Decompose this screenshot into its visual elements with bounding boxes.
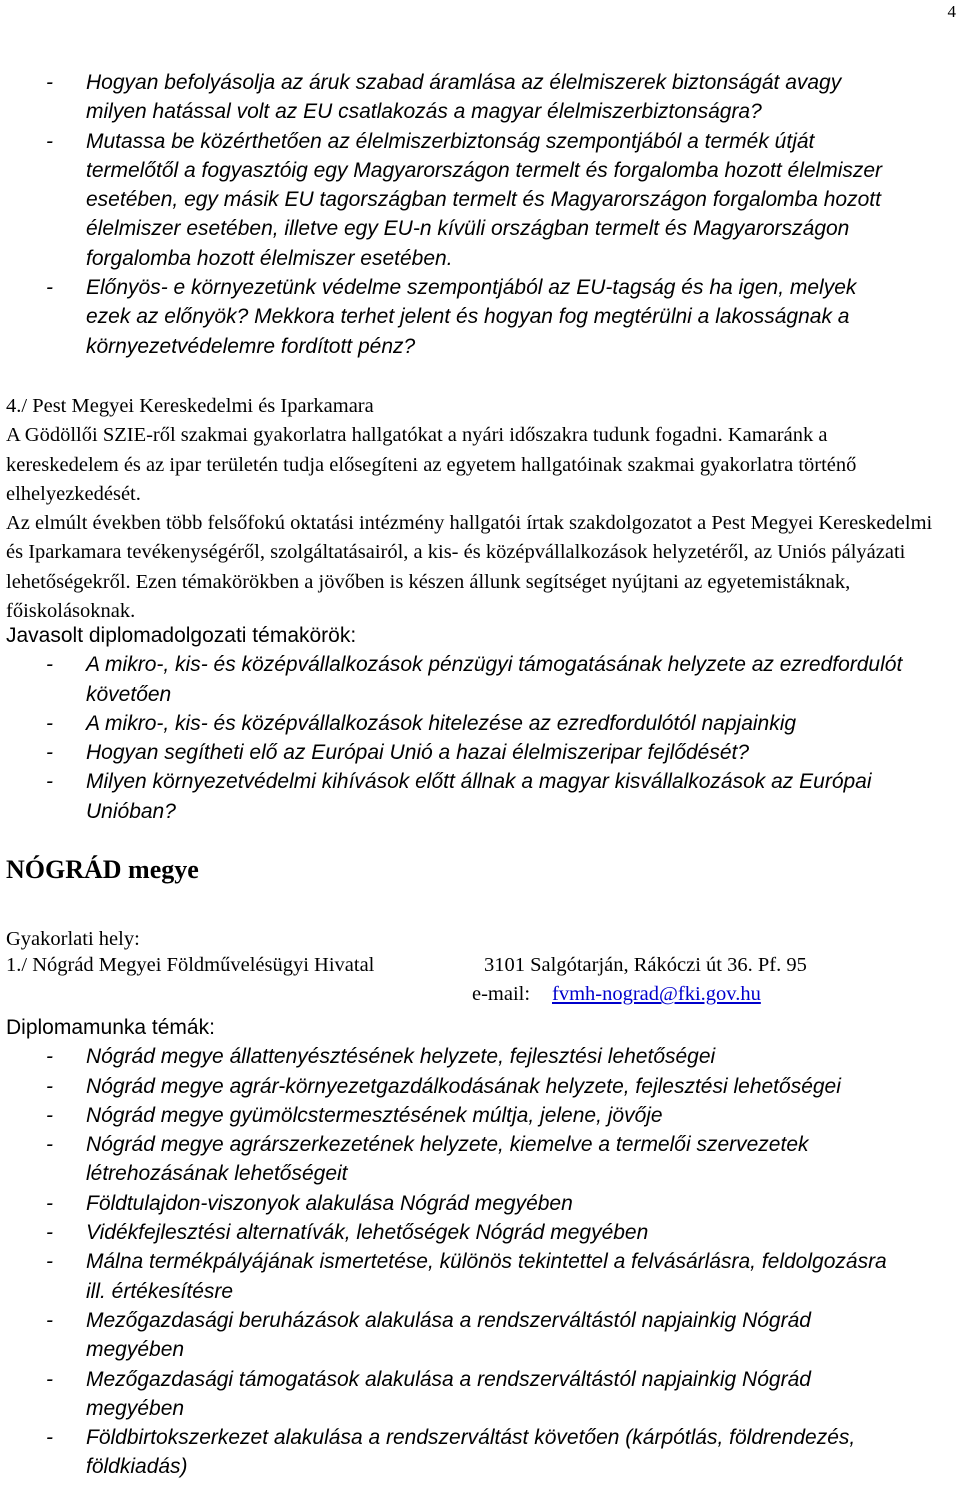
list-item: - Vidékfejlesztési alternatívák, lehetőségek Nógrád megyében (6, 1218, 906, 1247)
list-item: - Hogyan segítheti elő az Európai Unió a hazai élelmiszeripar fejlődését? (6, 738, 906, 767)
list-item: - Hogyan befolyásolja az áruk szabad áramlása az élelmiszerek biztonságát avagy milyen hatással volt az EU csatlakozás a magyar élelmiszerbiztonságra? (6, 68, 886, 127)
pest-topics (6, 621, 956, 826)
list-item: - Mutassa be közérthetően az élelmiszerbiztonság szempontjából a termék útját termelőtől a fogyasztóig egy Magyarországon termelt és forgalomba hozott élelmiszer esetében, egy másik EU tagországban termelt és Magyarországon forgalomba hozott élelmiszer esetében, illetve egy EU-n kívüli országban termelt és Magyarországon forgalomba hozott élelmiszer esetében. (6, 127, 886, 273)
list-item: - Földbirtokszerkezet alakulása a rendszerváltást követően (kárpótlás, földrendezés, földkiadás) (6, 1423, 906, 1482)
email-row (6, 983, 956, 1012)
paragraph: A Gödöllői SZIE-ről szakmai gyakorlatra hallgatókat a nyári időszakra tudunk fogadni. Kamaránk a kereskedelem és az ipar területén tudja elősegíteni az egyetem hallgatóinak szakmai gyakorlatra történő elhelyezkedését. (6, 424, 857, 505)
topics-label: Diplomamunka témák: (6, 1016, 215, 1039)
office-address: 3101 Salgótarján, Rákóczi út 36. Pf. 95 (484, 954, 807, 977)
email-link[interactable]: fvmh-nograd@fki.gov.hu (552, 983, 761, 1006)
practice-label: Gyakorlati hely: (6, 928, 140, 950)
topics-label: Javasolt diplomadolgozati témakörök: (6, 624, 357, 647)
nograd-topics (6, 1013, 956, 1482)
list-item: - Milyen környezetvédelmi kihívások előtt állnak a magyar kisvállalkozások az Európai Unióban? (6, 767, 906, 826)
office-name: 1./ Nógrád Megyei Földművelésügyi Hivatal (6, 954, 375, 977)
list-item: - Mezőgazdasági beruházások alakulása a rendszerváltástól napjainkig Nógrád megyében (6, 1306, 906, 1365)
nograd-practice (6, 925, 956, 1012)
list-item: - Nógrád megye agrárszerkezetének helyzete, kiemelve a termelői szervezetek létrehozásának lehetőségeit (6, 1130, 906, 1189)
list-item: - Nógrád megye agrár-környezetgazdálkodásának helyzete, fejlesztési lehetőségei (6, 1072, 906, 1101)
top-question-list (6, 68, 956, 361)
list-item: - Málna termékpályájának ismertetése, különös tekintettel a felvásárlásra, feldolgozásra ill. értékesítésre (6, 1247, 906, 1306)
list-item: - A mikro-, kis- és középvállalkozások pénzügyi támogatásának helyzete az ezredfordulót követően (6, 650, 906, 709)
list-item: - Előnyös- e környezetünk védelme szempontjából az EU-tagság és ha igen, melyek ezek az előnyök? Mekkora terhet jelent és hogyan fog megtérülni a lakosságnak a környezetvédelemre fordított pénz? (6, 273, 886, 361)
office-row (6, 954, 956, 983)
section-title: 4./ Pest Megyei Kereskedelmi és Iparkamara (6, 395, 374, 417)
nograd-heading-block (6, 855, 956, 885)
list-item: - Földtulajdon-viszonyok alakulása Nógrád megyében (6, 1189, 906, 1218)
email-label: e-mail: (472, 983, 531, 1006)
page-number: 4 (947, 2, 956, 21)
list-item: - Nógrád megye gyümölcstermesztésének múltja, jelene, jövője (6, 1101, 906, 1130)
list-item: - Nógrád megye állattenyésztésének helyzete, fejlesztési lehetőségei (6, 1042, 906, 1071)
list-item: - A mikro-, kis- és középvállalkozások hitelezése az ezredfordulótól napjainkig (6, 709, 906, 738)
list-item: - Mezőgazdasági támogatások alakulása a rendszerváltástól napjainkig Nógrád megyében (6, 1365, 906, 1424)
paragraph: Az elmúlt években több felsőfokú oktatási intézmény hallgatói írtak szakdolgozatot a Pest Megyei Kereskedelmi és Iparkamara tevékenységéről, szolgáltatásairól, a kis- és középvállalkozások helyzetéről, az Uniós pályázati lehetőségekről. Ezen témakörökben a jövőben is készen állunk segítséget nyújtani az egyetemistáknak, főiskolásoknak. (6, 512, 933, 623)
county-heading: NÓGRÁD megye (6, 855, 199, 884)
pest-section (6, 392, 956, 626)
